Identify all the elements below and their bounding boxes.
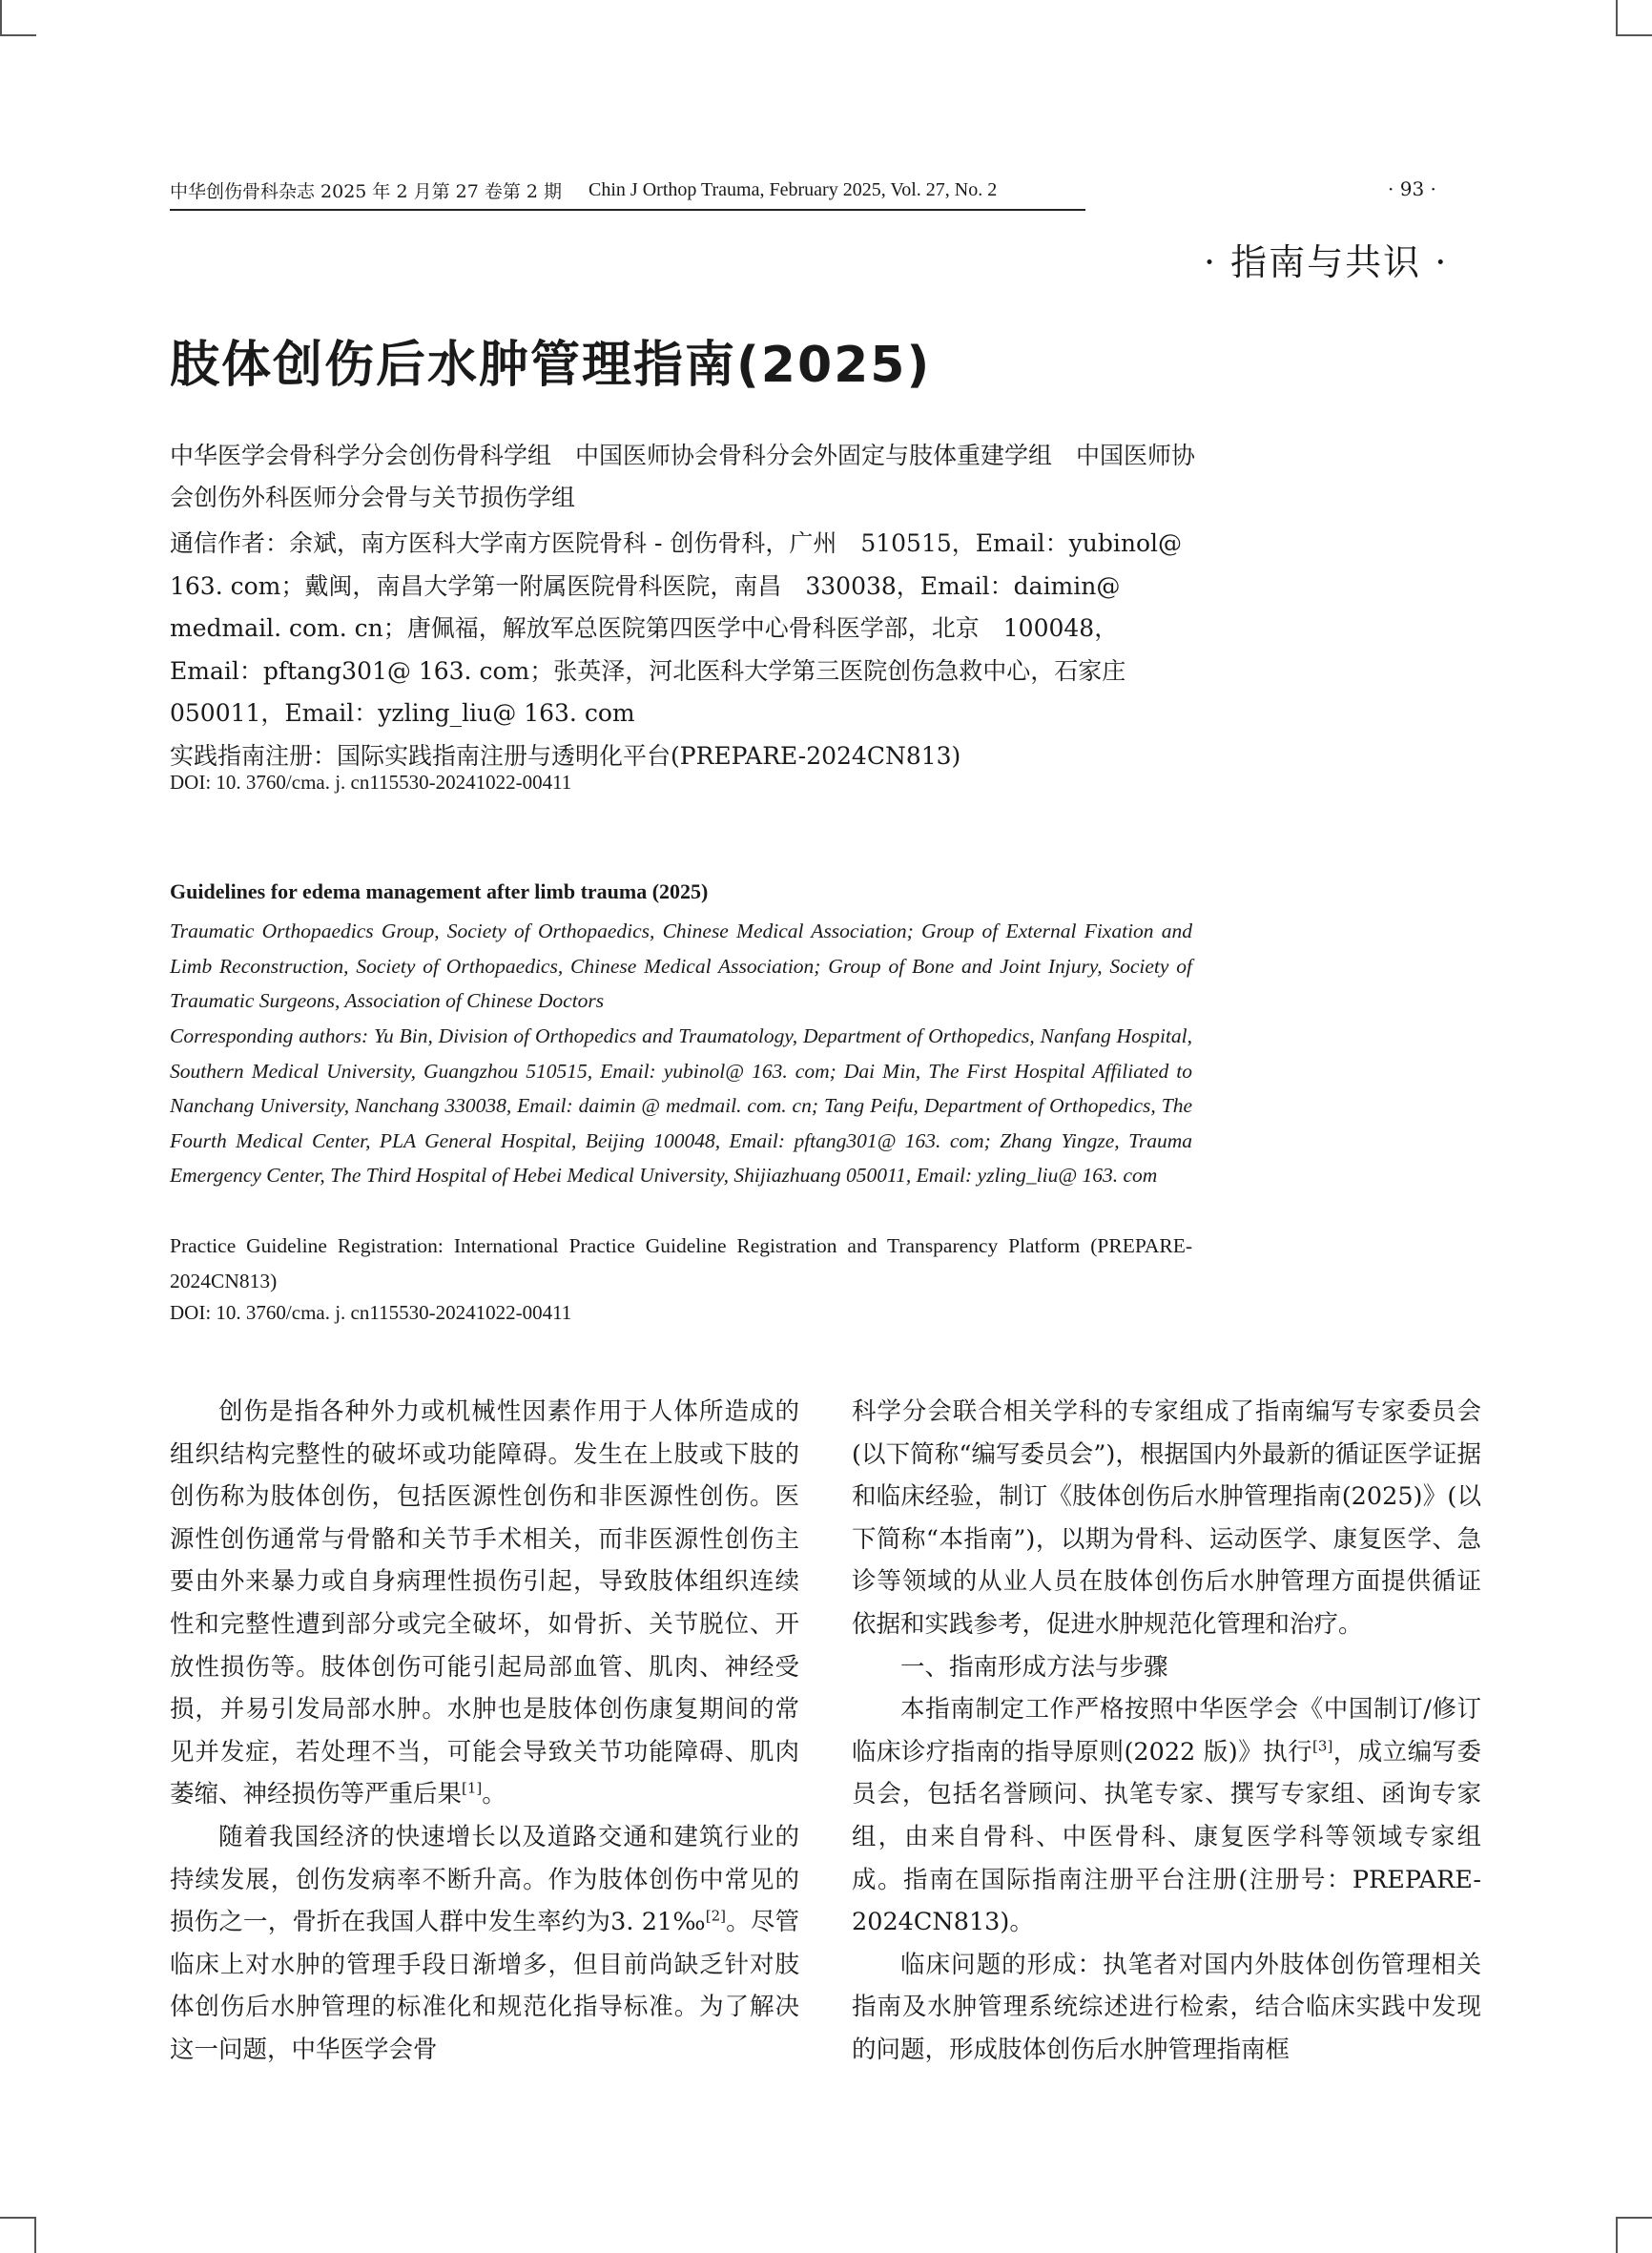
article-title: 肢体创伤后水肿管理指南(2025) [170, 337, 932, 394]
corresponding-info-cn [170, 523, 1200, 777]
citation-ref[interactable]: [3] [1312, 1737, 1333, 1755]
article-title-en: Guidelines for edema management after limb trauma (2025) [170, 879, 709, 903]
paragraph: 随着我国经济的快速增长以及道路交通和建筑行业的持续发展，创伤发病率不断升高。作为肢体创伤中常见的损伤之一，骨折在我国人群中发生率约为3. 21‰[2]。尽管临床上对水肿的管理手段日渐增多，但目前尚缺乏针对肢体创伤后水肿管理的标准化和规范化指导标准。为了解决这一问题，中华医学会骨 [170, 1822, 799, 2064]
crop-mark [1616, 2217, 1618, 2253]
citation-ref[interactable]: [2] [705, 1907, 726, 1925]
corresponding-authors-en: Corresponding authors: Yu Bin, Division of Orthopedics and Traumatology, Department of Orthopedics, Nanfang Hospital, Southern Medical University, Guangzhou 510515, Email: yubinol@ 163. com; Dai Min, The First Hospital Affiliated to Nanchang University, Nanchang 330038, Email: daimin @ medmail. com. cn; Tang Peifu, Department of Orthopedics, The Fourth Medical Center, PLA General Hospital, Beijing 100048, Email: pftang301@ 163. com; Zhang Yingze, Trauma Emergency Center, The Third Hospital of Hebei Medical University, Shijiazhuang 050011, Email: yzling_liu@ 163. com [170, 1024, 1192, 1187]
author-groups-cn: 中华医学会骨科学分会创伤骨科学组 中国医师协会骨科分会外固定与肢体重建学组 中国医师协会创伤外科医师分会骨与关节损伤学组 [170, 442, 1196, 511]
paragraph: 科学分会联合相关学科的专家组成了指南编写专家委员会(以下简称“编写委员会”)，根据国内外最新的循证医学证据和临床经验，制订《肢体创伤后水肿管理指南(2025)》(以下简称“本指南”)，以期为骨科、运动医学、康复医学、急诊等领域的从业人员在肢体创伤后水肿管理方面提供循证依据和实践参考，促进水肿规范化管理和治疗。 [852, 1397, 1481, 1639]
crop-mark [0, 2217, 36, 2219]
doi-en: DOI: 10. 3760/cma. j. cn115530-20241022-00411 [170, 1301, 572, 1324]
doi-cn: DOI: 10. 3760/cma. j. cn115530-20241022-00411 [170, 771, 572, 794]
crop-mark [1616, 34, 1652, 36]
registration-cn: 实践指南注册：国际实践指南注册与透明化平台(PREPARE-2024CN813) [170, 741, 961, 770]
paragraph: 本指南制定工作严格按照中华医学会《中国制订/修订临床诊疗指南的指导原则(2022 版)》执行[3]，成立编写委员会，包括名誉顾问、执笔专家、撰写专家组、函询专家组，由来自骨科、中医骨科、康复医学科等领域专家组成。指南在国际指南注册平台注册(注册号：PREPARE-2024CN813)。 [852, 1695, 1481, 1937]
crop-mark [1616, 0, 1618, 36]
registration-en: Practice Guideline Registration: International Practice Guideline Registration and Transparency Platform (PREPARE-2024CN813) [170, 1234, 1192, 1292]
page-number: · 93 · [1388, 177, 1436, 200]
body-column-right [852, 1391, 1481, 2072]
author-groups-en: Traumatic Orthopaedics Group, Society of Orthopaedics, Chinese Medical Association; Group of External Fixation and Limb Reconstruction, Society of Orthopaedics, Chinese Medical Association; Group of Bone and Joint Injury, Society of Traumatic Surgeons, Association of Chinese Doctors [170, 920, 1192, 1012]
corresponding-authors-cn: 通信作者：余斌，南方医科大学南方医院骨科 - 创伤骨科，广州 510515，Email：yubinol@ 163. com；戴闽，南昌大学第一附属医院骨科医院，南昌 330038，Email：daimin@ medmail. com. cn；唐佩福，解放军总医院第四医学中心骨科医学部，北京 100048，Email：pftang301@ 163. com；张英泽，河北医科大学第三医院创伤急救中心，石家庄 050011，Email：yzling_liu@ 163. com [170, 529, 1183, 727]
crop-mark [1616, 2217, 1652, 2219]
paragraph: 临床问题的形成：执笔者对国内外肢体创伤管理相关指南及水肿管理系统综述进行检索，结合临床实践中发现的问题，形成肢体创伤后水肿管理指南框 [852, 1950, 1481, 2064]
running-header [170, 177, 1085, 211]
body-column-left [170, 1391, 799, 2072]
column-label: · 指南与共识 · [1204, 241, 1449, 283]
section-heading: 一、指南形成方法与步骤 [900, 1652, 1168, 1682]
crop-mark [0, 0, 2, 36]
journal-name-cn: 中华创伤骨科杂志 2025 年 2 月第 27 卷第 2 期 [170, 181, 563, 202]
crop-mark [0, 34, 36, 36]
journal-name-en: Chin J Orthop Trauma, February 2025, Vol. 27, No. 2 [589, 179, 998, 200]
citation-ref[interactable]: [1] [462, 1779, 483, 1797]
crop-mark [34, 2217, 36, 2253]
paragraph: 创伤是指各种外力或机械性因素作用于人体所造成的组织结构完整性的破坏或功能障碍。发生在上肢或下肢的创伤称为肢体创伤，包括医源性创伤和非医源性创伤。医源性创伤通常与骨骼和关节手术相关，而非医源性创伤主要由外来暴力或自身病理性损伤引起，导致肢体组织连续性和完整性遭到部分或完全破坏，如骨折、关节脱位、开放性损伤等。肢体创伤可能引起局部血管、肌肉、神经受损，并易引发局部水肿。水肿也是肢体创伤康复期间的常见并发症，若处理不当，可能会导致关节功能障碍、肌肉萎缩、神经损伤等严重后果[1]。 [170, 1397, 799, 1809]
